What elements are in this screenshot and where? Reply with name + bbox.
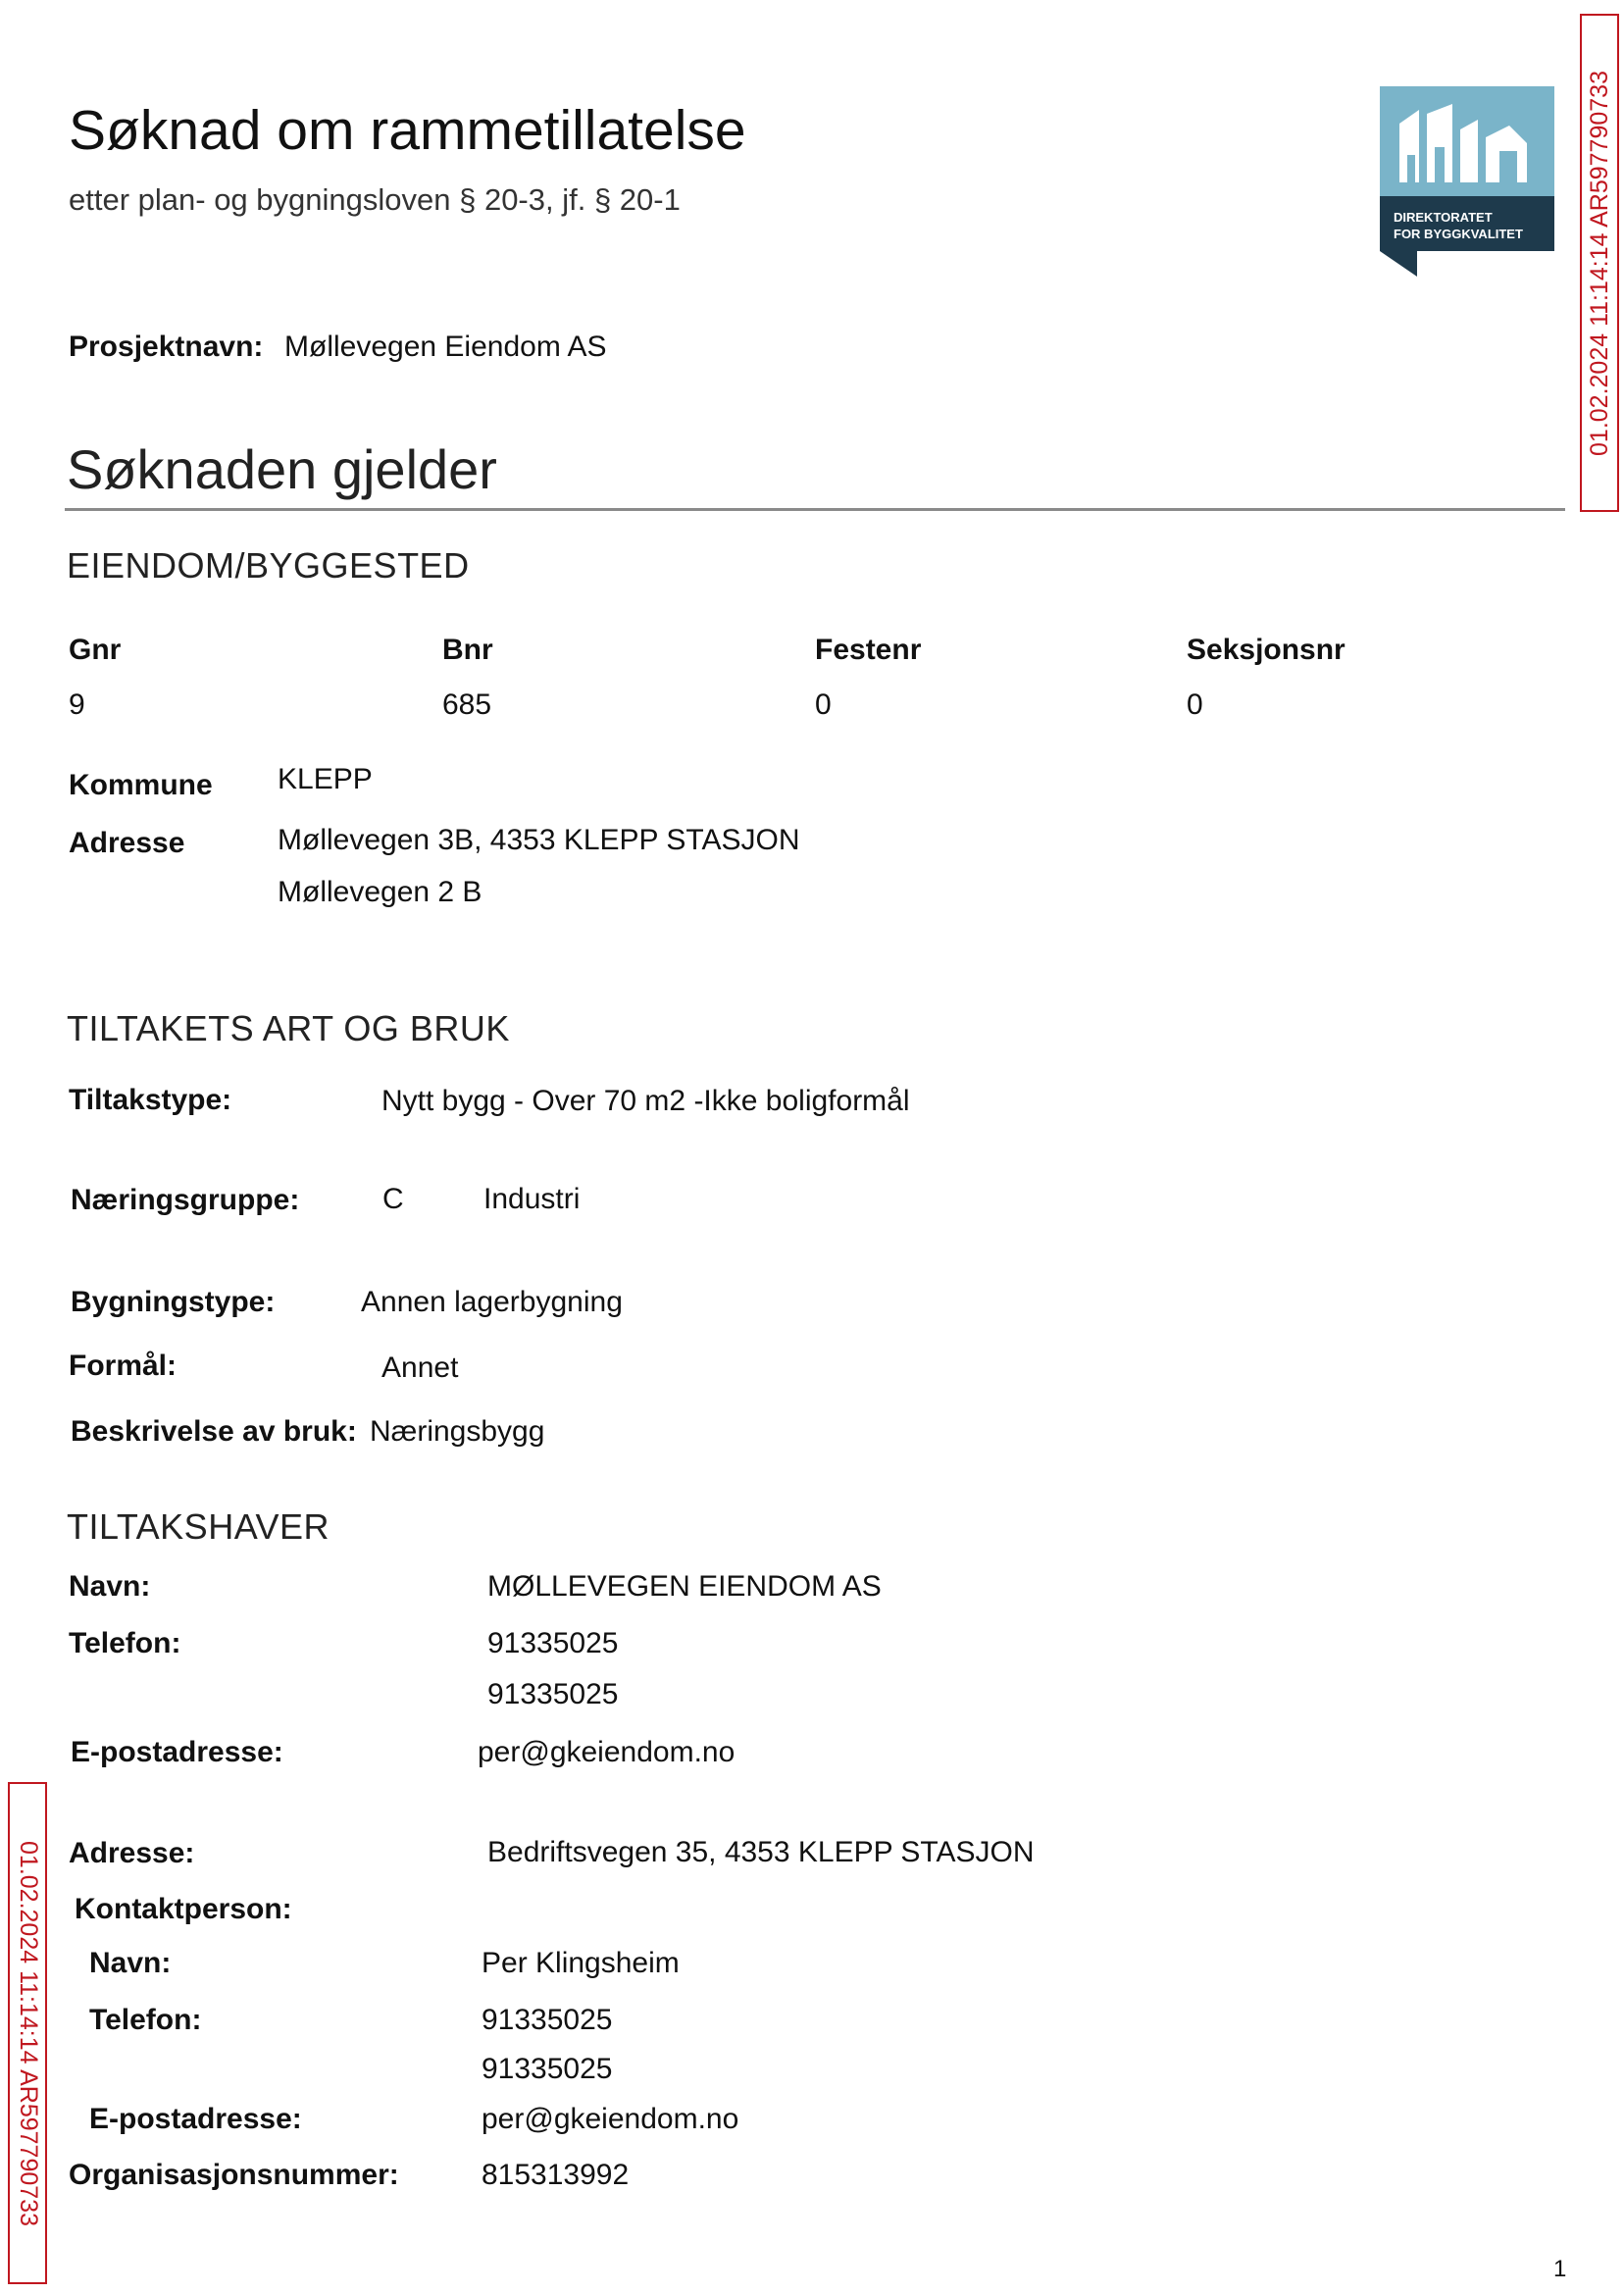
bnr-value: 685 [442, 688, 492, 721]
stamp-text: 01.02.2024 11:14:14 AR597790733 [1585, 70, 1613, 456]
tiltakshaver-telefon-value: 91335025 [487, 1678, 619, 1710]
kontakt-navn-value: Per Klingsheim [482, 1947, 680, 1979]
formal-value: Annet [381, 1351, 459, 1384]
tiltakshaver-epost-value: per@gkeiendom.no [478, 1736, 736, 1768]
kontaktperson-label: Kontaktperson: [75, 1893, 292, 1925]
kommune-label: Kommune [69, 769, 213, 801]
timestamp-stamp-left [8, 1782, 47, 2284]
orgnr-label: Organisasjonsnummer: [69, 2159, 399, 2191]
seksjonsnr-value: 0 [1187, 688, 1203, 721]
timestamp-stamp-right [1580, 14, 1619, 512]
section-divider [65, 508, 1565, 511]
page-title: Søknad om rammetillatelse [69, 99, 746, 162]
tiltakstype-label: Tiltakstype: [69, 1084, 232, 1116]
tiltak-heading: TILTAKETS ART OG BRUK [67, 1008, 510, 1048]
naeringsgruppe-label: Næringsgruppe: [71, 1184, 300, 1216]
beskrivelse-value: Næringsbygg [370, 1415, 545, 1448]
logo-line2: FOR BYGGKVALITET [1394, 227, 1523, 241]
stamp-text: 01.02.2024 11:14:14 AR597790733 [14, 1840, 42, 2226]
naeringsgruppe-value: Industri [483, 1183, 581, 1215]
tiltakshaver-telefon-label: Telefon: [69, 1627, 181, 1659]
adresse-label: Adresse [69, 827, 185, 859]
tiltakstype-value: Nytt bygg - Over 70 m2 -Ikke boligformål [381, 1085, 910, 1117]
kontakt-navn-label: Navn: [89, 1947, 172, 1979]
tiltakshaver-navn-value: MØLLEVEGEN EIENDOM AS [487, 1570, 882, 1603]
kontakt-telefon-value: 91335025 [482, 2053, 613, 2085]
tiltakshaver-telefon-value: 91335025 [487, 1627, 619, 1659]
festenr-value: 0 [815, 688, 832, 721]
kontakt-epost-label: E-postadresse: [89, 2103, 302, 2135]
adresse-line: Møllevegen 3B, 4353 KLEPP STASJON [278, 824, 800, 856]
adresse-line: Møllevegen 2 B [278, 876, 482, 908]
kontakt-telefon-value: 91335025 [482, 2004, 613, 2036]
tiltakshaver-heading: TILTAKSHAVER [67, 1506, 330, 1547]
kommune-value: KLEPP [278, 763, 373, 795]
property-heading: EIENDOM/BYGGESTED [67, 545, 470, 586]
tiltakshaver-adresse-value: Bedriftsvegen 35, 4353 KLEPP STASJON [487, 1836, 1035, 1868]
project-label: Prosjektnavn: [69, 331, 264, 363]
bygningstype-label: Bygningstype: [71, 1286, 276, 1318]
column-header-bnr: Bnr [442, 634, 493, 666]
project-value: Møllevegen Eiendom AS [284, 331, 607, 363]
orgnr-value: 815313992 [482, 2159, 630, 2191]
column-header-gnr: Gnr [69, 634, 122, 666]
logo-line1: DIREKTORATET [1394, 210, 1493, 225]
page-subtitle: etter plan- og bygningsloven § 20-3, jf. § 20-1 [69, 182, 681, 217]
kontakt-telefon-label: Telefon: [89, 2004, 202, 2036]
section-title: Søknaden gjelder [67, 438, 497, 500]
dibk-logo-icon [1380, 86, 1554, 277]
tiltakshaver-epost-label: E-postadresse: [71, 1736, 283, 1768]
tiltakshaver-adresse-label: Adresse: [69, 1837, 195, 1869]
naeringsgruppe-code: C [382, 1183, 404, 1215]
column-header-seksjonsnr: Seksjonsnr [1187, 634, 1345, 666]
gnr-value: 9 [69, 688, 85, 721]
kontakt-epost-value: per@gkeiendom.no [482, 2103, 739, 2135]
formal-label: Formål: [69, 1350, 178, 1382]
bygningstype-value: Annen lagerbygning [361, 1286, 623, 1318]
column-header-festenr: Festenr [815, 634, 922, 666]
page-number: 1 [1553, 2256, 1567, 2282]
beskrivelse-label: Beskrivelse av bruk: [71, 1415, 357, 1448]
tiltakshaver-navn-label: Navn: [69, 1570, 151, 1603]
